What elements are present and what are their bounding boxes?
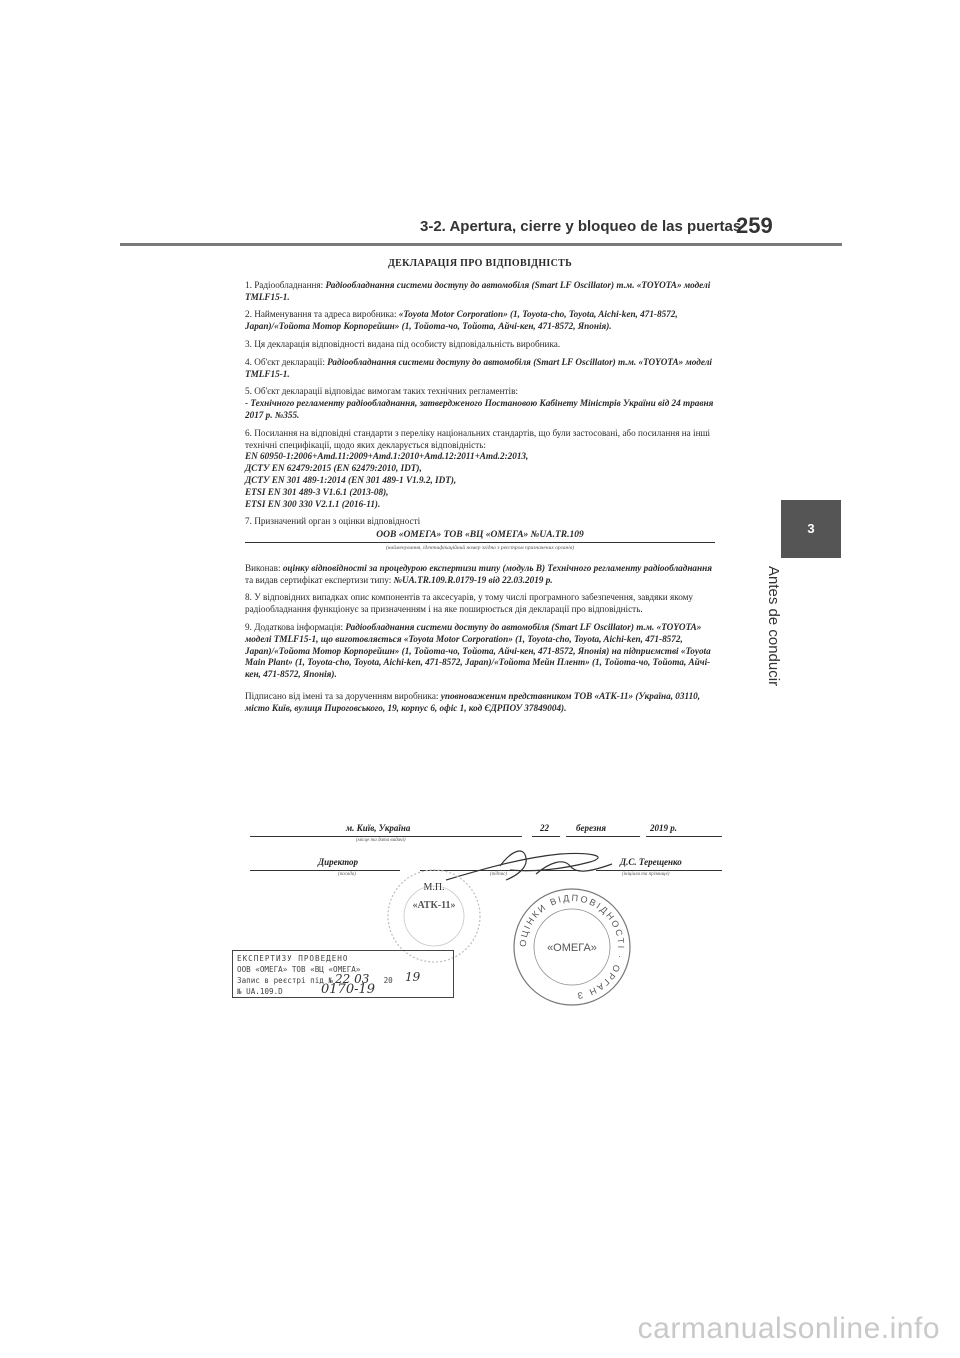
standard-line: ДСТУ EN 62479:2015 (EN 62479:2010, IDT), (245, 463, 422, 474)
standard-line: ETSI EN 300 330 V2.1.1 (2016-11). (245, 498, 381, 509)
stamp-line-3-text: Запис в реєстрі під № (237, 976, 338, 985)
expertise-stamp (232, 950, 454, 998)
seal-omega-ring: ОЦІНКИ ВІДПОВІДНОСТІ · ОРГАН З (517, 892, 627, 1001)
position-caption: (посада) (338, 872, 356, 877)
signatory-caption: (ініціали та прізвище) (622, 872, 670, 877)
seal-omega-center: «ОМЕГА» (547, 942, 597, 954)
chapter-label (765, 566, 804, 726)
item-1 (245, 280, 715, 304)
item-1-lead: 1. Радіообладнання: (245, 279, 324, 290)
item-5-value: - Технічного регламенту радіообладнання, затвердженого Постановою Кабінету Міністрів України від 24 травня 2017 р. №355. (245, 398, 714, 420)
signature-caption: (підпис) (490, 872, 507, 877)
item-9-value: Радіообладнання системи доступу до автомобіля (Smart LF Oscillator) т.м. «TOYOTA» моделі TMLF15-1, що виготовляється «Toyota Motor Corporation» (1, Toyota-cho, Toyota, Aichi-ken, 471-8572, Japan)/«Тойота Мотор Корпорейшн» (1, Тойота-чо, Тойота, Айчі-кен, 471-8572, Японія) на підприємстві «Toyota Main Plant» (1, Toyota-cho, Toyota, Aichi-ken, 471-8572, Japan)/«Тойота Мейн Плент» (1, Тойота-чо, Тойота, Айчі-кен, 471-8572, Японія). (245, 621, 711, 680)
notified-body: ООВ «ОМЕГА» ТОВ «ВЦ «ОМЕГА» №UA.TR.109 (245, 530, 715, 543)
item-7: 7. Призначений орган з оцінки відповідності (245, 516, 421, 527)
year-line (646, 836, 722, 837)
section-title: 3-2. Apertura, cierre y bloqueo de las puertas (420, 218, 742, 235)
header-divider (120, 243, 842, 246)
place-caption: (місце та дата видачі) (356, 838, 406, 843)
place-line (250, 836, 522, 837)
signatory-position: Директор (318, 857, 358, 867)
item-9 (245, 622, 715, 681)
item-9-lead: 9. Додаткова інформація: (245, 621, 344, 632)
site-watermark: carmanualsonline.info (637, 1312, 940, 1345)
performed-lead: Виконав: (245, 562, 281, 573)
performed-by (245, 563, 715, 587)
declaration-title: ДЕКЛАРАЦІЯ ПРО ВІДПОВІДНІСТЬ (387, 258, 573, 269)
performed-cert: №UA.TR.109.R.0179-19 від 22.03.2019 р. (393, 574, 553, 585)
item-4-value: Радіообладнання системи доступу до автомобіля (Smart LF Oscillator) т.м. «TOYOTA» моделі TMLF15-1. (245, 356, 712, 379)
seal-atk-text: «АТК-11» (412, 900, 456, 911)
page-number: 259 (736, 213, 773, 238)
seal-mp: М.П. (423, 882, 445, 893)
item-4 (245, 357, 715, 381)
issue-year: 2019 р. (650, 823, 677, 833)
item-6-lead: 6. Посилання на відповідні стандарти з переліку національних стандартів, що були застосовані, або посилання на інші технічні специфікації, щодо яких декларується відповідність: (245, 427, 711, 450)
stamp-hand-number: 0170-19 (321, 982, 376, 997)
performed-value: оцінку відповідності за процедурою експертизи типу (модуль В) Технічного регламенту радіообладнання (282, 562, 712, 573)
item-3: 3. Ця декларація відповідності видана під особисту відповідальність виробника. (245, 338, 561, 349)
performed-mid: та видав сертифікат експертизи типу: (245, 574, 392, 585)
declaration-document (245, 258, 715, 721)
standard-line: ETSI EN 301 489-3 V1.6.1 (2013-08), (245, 486, 389, 497)
standard-line: ДСТУ EN 301 489-1:2014 (EN 301 489-1 V1.9.2, IDT), (245, 474, 457, 485)
item-4-lead: 4. Об'єкт декларації: (245, 356, 325, 367)
item-1-value: Радіообладнання системи доступу до автомобіля (Smart LF Oscillator) т.м. «TOYOTA» моделі TMLF15-1. (245, 279, 711, 302)
signatory-name: Д.С. Терещенко (620, 857, 682, 867)
signed-lead: Підписано від імені та за дорученням виробника: (245, 690, 439, 701)
omega-seal (510, 885, 634, 1009)
signed-by (245, 691, 715, 715)
item-2-lead: 2. Найменування та адреса виробника: (245, 309, 397, 320)
stamp-line-3-end: 20 (383, 976, 393, 985)
item-2 (245, 309, 715, 333)
day-line (532, 836, 560, 837)
stamp-line-2: ООВ «ОМЕГА» ТОВ «ВЦ «ОМЕГА» (237, 965, 361, 974)
stamp-line-1: ЕКСПЕРТИЗУ ПРОВЕДЕНО (237, 954, 349, 963)
item-8: 8. У відповідних випадках опис компонентів та аксесуарів, у тому числі програмного забезпечення, завдяки якому радіообладнання функціонує за призначенням і на яке поширюється дія декларації про відповідність. (245, 592, 694, 615)
item-6 (245, 428, 715, 511)
issue-place: м. Київ, Україна (346, 823, 411, 833)
standard-line: EN 60950-1:2006+Amd.11:2009+Amd.1:2010+Amd.12:2011+Amd.2:2013, (245, 451, 529, 462)
issue-day: 22 (540, 823, 549, 833)
item-5 (245, 386, 715, 421)
stamp-line-4: № UA.109.D (237, 987, 283, 996)
stamp-hand-date: 22 03 (335, 972, 370, 986)
notified-body-caption: (найменування, ідентифікаційний номер згідно з реєстром призначених органів) (385, 544, 575, 551)
month-line (566, 836, 640, 837)
signed-value: уповноваженим представником ТОВ «АТК-11» (Україна, 03110, місто Київ, вулиця Пироговського, 19, корпус 6, офіс 1, код ЄДРПОУ 37849004). (245, 690, 701, 713)
issue-month: березня (576, 823, 607, 833)
item-2-value: «Toyota Motor Corporation» (1, Toyota-cho, Toyota, Aichi-ken, 471-8572, Japan)/«Тойота Мотор Корпорейшн» (1, Тойота-чо, Тойота, Айчі-кен, 471-8572, Японія). (245, 309, 678, 332)
chapter-label-text: Antes de conducir (765, 566, 782, 687)
item-5-lead: 5. Об'єкт декларації відповідає вимогам таких технічних регламентів: (245, 386, 518, 397)
chapter-tab: 3 (781, 500, 841, 558)
position-line (250, 870, 400, 871)
stamp-hand-year: 19 (405, 970, 421, 984)
